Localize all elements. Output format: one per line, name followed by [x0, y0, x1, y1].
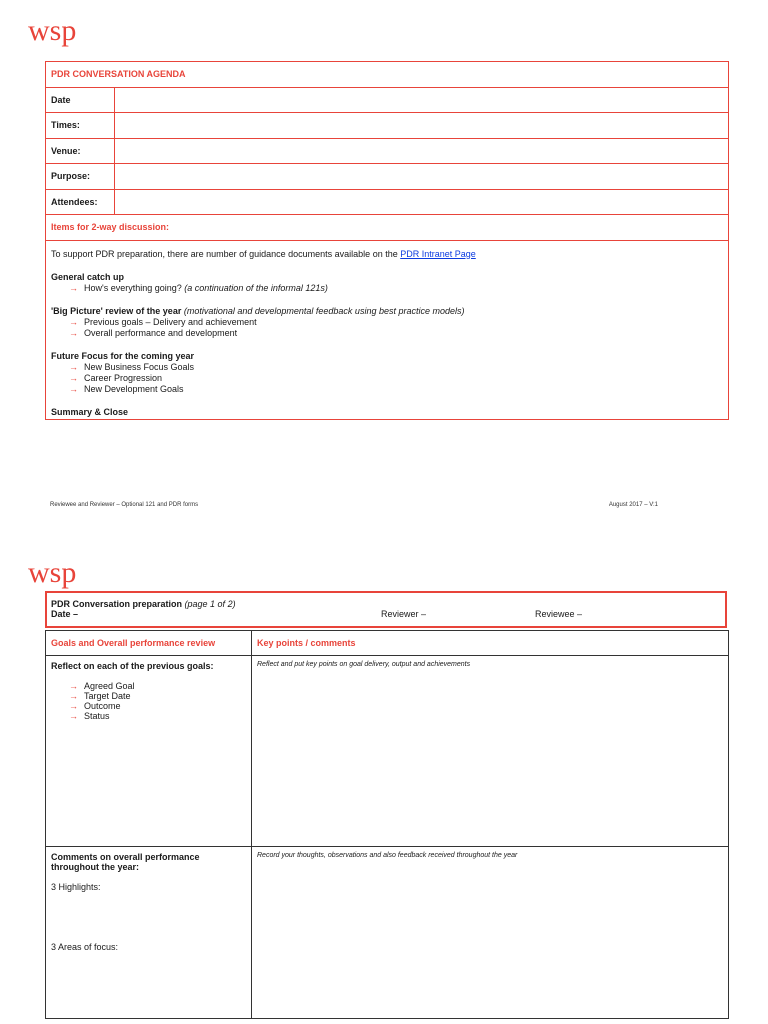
discussion-items: To support PDR preparation, there are number of guidance documents available on the PDR Intranet Page General catch up → How's everything going? (a continuation of the informal 121s) 'Big Picture' review of the year (motivational and developmental feedback using best practice models) → Previous goals – Delivery and achievement → Overall performance and development Future Focus for the coming year → New Business Focus Goals → Career Progression → New Development Goals Summary & Close	[46, 240, 729, 419]
arrow-right-icon: →	[69, 711, 78, 721]
section-heading: 'Big Picture' review of the year	[51, 305, 184, 316]
prep-title-note: (page 1 of 2)	[184, 599, 236, 609]
goals-comments-field[interactable]	[252, 656, 729, 847]
list-item: → New Development Goals	[69, 383, 184, 394]
list-item: → Career Progression	[69, 372, 163, 383]
arrow-right-icon: →	[69, 701, 78, 711]
svg-text:wsp: wsp	[28, 560, 77, 589]
arrow-right-icon: →	[69, 691, 78, 701]
focus-label: 3 Areas of focus:	[51, 942, 119, 952]
purpose-label: Purpose:	[46, 164, 115, 190]
arrow-right-icon: →	[69, 327, 78, 338]
list-item: → Agreed Goal	[69, 681, 135, 691]
footer-right: August 2017 – V:1	[608, 502, 658, 508]
arrow-right-icon: →	[69, 282, 78, 293]
wsp-logo	[28, 18, 88, 52]
list-item: → How's everything going? (a continuation of the informal 121s)	[69, 282, 328, 293]
purpose-field[interactable]	[115, 164, 729, 190]
section-heading: Future Focus for the coming year	[51, 350, 195, 361]
arrow-right-icon: →	[69, 372, 78, 383]
arrow-right-icon: →	[69, 681, 78, 691]
list-item: → Outcome	[69, 701, 121, 711]
performance-note: Record your thoughts, observations and also feedback received throughout the year	[257, 852, 518, 859]
list-item: → Target Date	[69, 691, 131, 701]
times-field[interactable]	[115, 113, 729, 139]
col1-header: Goals and Overall performance review	[46, 631, 252, 656]
reviewer-label: Reviewer –	[381, 609, 427, 619]
list-item: → Status	[69, 711, 110, 721]
performance-heading: Comments on overall performance throughout the year:	[51, 852, 200, 872]
arrow-right-icon: →	[69, 361, 78, 372]
agenda-table	[45, 61, 729, 420]
arrow-right-icon: →	[69, 316, 78, 327]
performance-comments-field[interactable]	[252, 847, 729, 1019]
times-label: Times:	[46, 113, 115, 139]
list-item: → Overall performance and development	[69, 327, 238, 338]
svg-text:wsp: wsp	[28, 18, 77, 47]
col2-header: Key points / comments	[252, 631, 729, 656]
section-heading: General catch up	[51, 271, 125, 282]
prep-title: PDR Conversation preparation	[51, 599, 185, 609]
list-item: → Previous goals – Delivery and achievement	[69, 316, 257, 327]
pdr-intranet-link[interactable]: PDR Intranet Page	[400, 248, 476, 259]
performance-cell	[46, 847, 252, 1019]
agenda-title: PDR CONVERSATION AGENDA	[46, 62, 729, 88]
goals-cell	[46, 656, 252, 847]
review-table	[45, 630, 729, 1019]
footer-left: Reviewee and Reviewer – Optional 121 and PDR forms	[50, 502, 199, 508]
highlights-label: 3 Highlights:	[51, 882, 101, 892]
attendees-label: Attendees:	[46, 189, 115, 215]
venue-field[interactable]	[115, 138, 729, 164]
date-label: Date	[46, 87, 115, 113]
goals-note: Reflect and put key points on goal delivery, output and achievements	[257, 661, 471, 668]
prep-date-label: Date –	[51, 609, 79, 619]
list-item: → New Business Focus Goals	[69, 361, 195, 372]
venue-label: Venue:	[46, 138, 115, 164]
arrow-right-icon: →	[69, 383, 78, 394]
wsp-logo	[28, 560, 88, 594]
date-field[interactable]	[115, 87, 729, 113]
goals-heading: Reflect on each of the previous goals:	[51, 661, 214, 671]
prep-header	[45, 591, 727, 628]
reviewee-label: Reviewee –	[535, 609, 583, 619]
closing-heading: Summary & Close	[51, 406, 129, 417]
intro-paragraph: To support PDR preparation, there are number of guidance documents available on the PDR Intranet Page	[51, 248, 476, 259]
attendees-field[interactable]	[115, 189, 729, 215]
items-heading: Items for 2-way discussion:	[46, 215, 729, 241]
